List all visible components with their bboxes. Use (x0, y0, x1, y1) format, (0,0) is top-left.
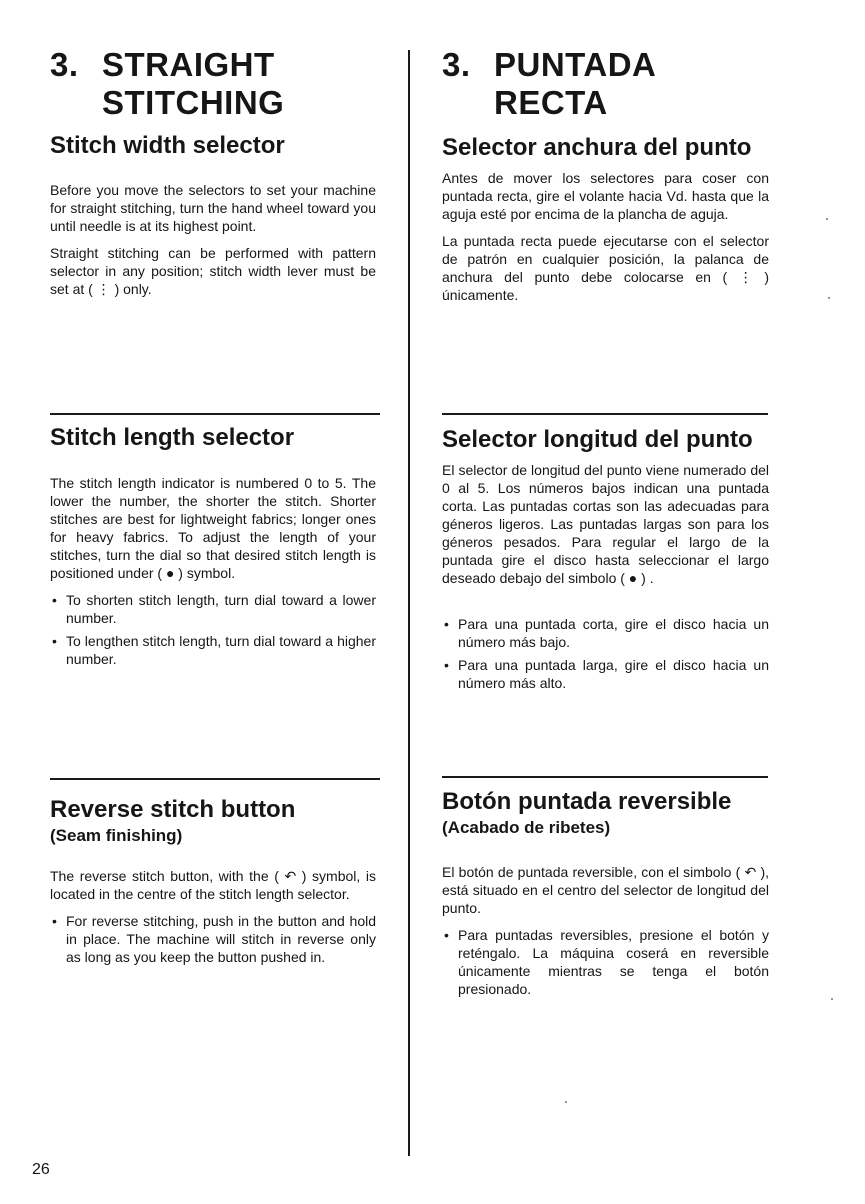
chapter-title-line: RECTA (494, 84, 608, 121)
chapter-title-es (442, 46, 769, 122)
page-number: 26 (32, 1161, 50, 1178)
list-item: • Para una puntada larga, gire el disco hacia un número más alto. (444, 657, 769, 691)
chapter-title-en (50, 46, 376, 122)
bullet-icon: • (444, 927, 449, 943)
scan-speck (826, 218, 828, 220)
section-subheading: (Acabado de ribetes) (442, 818, 611, 837)
section-heading: Stitch length selector (50, 424, 295, 451)
stitch-length-section-en (50, 423, 376, 673)
chapter-number: 3. (50, 46, 79, 83)
stitch-length-section-es (442, 425, 769, 697)
paragraph: Antes de mover los selectores para coser con puntada recta, gire el volante hacia Vd. hasta que la aguja esté por encima de la plancha de aguja. (442, 170, 769, 222)
stitch-width-section-es (442, 133, 769, 313)
section-heading: Stitch width selector (50, 132, 285, 159)
section-heading: Selector longitud del punto (442, 426, 753, 453)
section-heading: Botón puntada reversible (442, 788, 732, 815)
section-divider (442, 413, 768, 415)
bullet-icon: • (52, 913, 57, 929)
section-heading: Selector anchura del punto (442, 134, 752, 161)
chapter-title-line: STITCHING (102, 84, 285, 121)
paragraph: El botón de puntada reversible, con el simbolo ( ↶ ), está situado en el centro del selector de longitud del punto. (442, 864, 769, 916)
list-item: • Para puntadas reversibles, presione el botón y reténgalo. La máquina coserá en reversible únicamente mientras se tenga el botón presionado. (444, 927, 769, 997)
chapter-title-line: PUNTADA (494, 46, 657, 83)
section-subheading: (Seam finishing) (50, 826, 183, 845)
paragraph: La puntada recta puede ejecutarse con el selector de patrón en cualquier posición, la palanca de anchura del punto debe colocarse en ( ⋮ ) únicamente. (442, 233, 769, 303)
scan-speck (565, 1101, 567, 1103)
list-item: • To lengthen stitch length, turn dial toward a higher number. (52, 633, 376, 667)
reverse-stitch-section-es (442, 787, 769, 1003)
paragraph: Straight stitching can be performed with pattern selector in any position; stitch width lever must be set at ( ⋮ ) only. (50, 245, 376, 297)
scan-speck (828, 297, 830, 299)
list-item: • Para una puntada corta, gire el disco hacia un número más bajo. (444, 616, 769, 650)
reverse-stitch-section-en (50, 795, 376, 971)
list-item: • To shorten stitch length, turn dial toward a lower number. (52, 592, 376, 626)
scan-speck (831, 998, 833, 1000)
bullet-icon: • (444, 616, 449, 632)
section-divider (50, 778, 380, 780)
chapter-number: 3. (442, 46, 471, 83)
section-heading: Reverse stitch button (50, 796, 296, 823)
stitch-width-section-en (50, 131, 376, 307)
paragraph: El selector de longitud del punto viene numerado del 0 al 5. Los números bajos indican una puntada corta. Las puntadas cortas son las adecuadas para géneros ligeros. Las puntadas largas son para los géneros pesados. Para regular el largo de la puntada gire el disco hasta seleccionar el largo deseado debajo del simbolo ( ● ) . (442, 462, 769, 586)
bullet-icon: • (444, 657, 449, 673)
list-item: • For reverse stitching, push in the button and hold in place. The machine will stitch in reverse only as long as you keep the button pushed in. (52, 913, 376, 965)
paragraph: Before you move the selectors to set your machine for straight stitching, turn the hand wheel toward you until needle is at its highest point. (50, 182, 376, 234)
paragraph: The stitch length indicator is numbered 0 to 5. The lower the number, the shorter the stitch. Shorter stitches are best for lightweight fabrics; longer ones for heavy fabrics. To adjust the length of your stitches, turn the dial so that desired stitch length is positioned under ( ● ) symbol. (50, 475, 376, 581)
bullet-icon: • (52, 592, 57, 608)
column-divider (408, 50, 410, 1156)
section-divider (50, 413, 380, 415)
bullet-icon: • (52, 633, 57, 649)
paragraph: The reverse stitch button, with the ( ↶ ) symbol, is located in the centre of the stitch length selector. (50, 868, 376, 902)
chapter-title-line: STRAIGHT (102, 46, 275, 83)
section-divider (442, 776, 768, 778)
